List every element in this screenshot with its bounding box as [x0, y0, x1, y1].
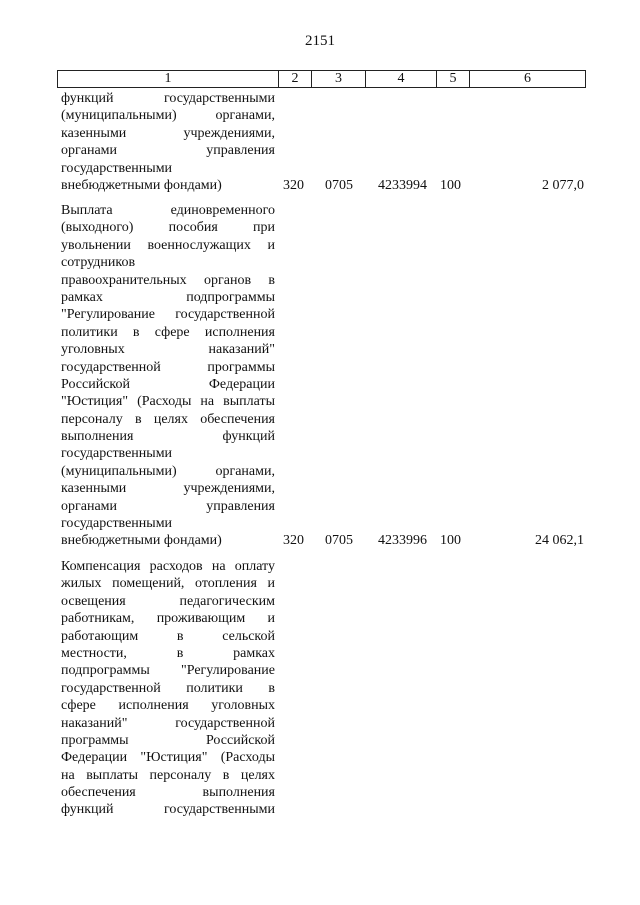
- cell-col2: 320: [283, 533, 304, 548]
- description-line: Федерации "Юстиция" (Расходы: [61, 750, 275, 766]
- description-line: государственными: [61, 160, 173, 176]
- description-line: на выплаты персоналу в целях: [61, 767, 275, 783]
- description-line: рамках подпрограммы: [61, 289, 275, 305]
- description-line: подпрограммы "Регулирование: [61, 663, 275, 679]
- description-line: работающим в сельской: [61, 628, 275, 644]
- column-header-3: 3: [312, 71, 366, 88]
- column-header-row: [57, 70, 586, 88]
- page-number: 2151: [305, 33, 335, 49]
- cell-col4: 4233994: [378, 178, 427, 193]
- column-header-5: 5: [437, 71, 470, 88]
- cell-col5: 100: [440, 178, 461, 193]
- description-line: казенными учреждениями,: [61, 481, 275, 497]
- cell-col6: 24 062,1: [535, 533, 584, 548]
- description-line: политики в сфере исполнения: [61, 324, 275, 340]
- column-header-6: 6: [470, 71, 586, 88]
- cell-col2: 320: [283, 178, 304, 193]
- description-line: (муниципальными) органами,: [61, 463, 275, 479]
- description-line: функций государственными: [61, 91, 275, 106]
- description-line: государственной политики в: [61, 680, 275, 696]
- description-line: программы Российской: [61, 732, 275, 748]
- description-line: Компенсация расходов на оплату: [61, 559, 275, 574]
- row-description: [61, 202, 275, 550]
- description-line: органами управления: [61, 498, 275, 514]
- column-header-4: 4: [366, 71, 437, 88]
- cell-col3: 0705: [325, 178, 353, 193]
- description-line: Российской Федерации: [61, 376, 275, 392]
- row-description: [61, 558, 275, 819]
- description-line: сфере исполнения уголовных: [61, 698, 275, 714]
- cell-col4: 4233996: [378, 533, 427, 548]
- description-line: Выплата единовременного: [61, 203, 275, 218]
- description-line: казенными учреждениями,: [61, 125, 275, 141]
- description-line: обеспечения выполнения: [61, 785, 275, 801]
- description-line: (выходного) пособия при: [61, 220, 275, 236]
- description-line: органами управления: [61, 143, 275, 159]
- description-line: "Регулирование государственной: [61, 307, 275, 323]
- cell-col6: 2 077,0: [542, 178, 584, 193]
- description-line: персоналу в целях обеспечения: [61, 411, 275, 427]
- cell-col5: 100: [440, 533, 461, 548]
- description-line: государственными: [61, 516, 173, 532]
- description-line: уголовных наказаний": [61, 342, 275, 358]
- description-line: жилых помещений, отопления и: [61, 576, 275, 592]
- column-header-2: 2: [279, 71, 312, 88]
- column-header-1: 1: [58, 71, 279, 88]
- cell-col3: 0705: [325, 533, 353, 548]
- description-line: государственными: [61, 446, 173, 462]
- description-line: функций государственными: [61, 802, 275, 818]
- description-line: выполнения функций: [61, 429, 275, 445]
- description-line: наказаний" государственной: [61, 715, 275, 731]
- description-line: сотрудников: [61, 255, 136, 271]
- description-line: внебюджетными фондами): [61, 533, 222, 549]
- description-line: правоохранительных органов в: [61, 272, 275, 288]
- description-line: работникам, проживающим и: [61, 611, 275, 627]
- description-line: внебюджетными фондами): [61, 177, 222, 193]
- description-line: увольнении военнослужащих и: [61, 237, 275, 253]
- row-description: [61, 90, 275, 194]
- description-line: (муниципальными) органами,: [61, 108, 275, 124]
- description-line: освещения педагогическим: [61, 593, 275, 609]
- description-line: местности, в рамках: [61, 645, 275, 661]
- description-line: государственной программы: [61, 359, 275, 375]
- description-line: "Юстиция" (Расходы на выплаты: [61, 394, 275, 410]
